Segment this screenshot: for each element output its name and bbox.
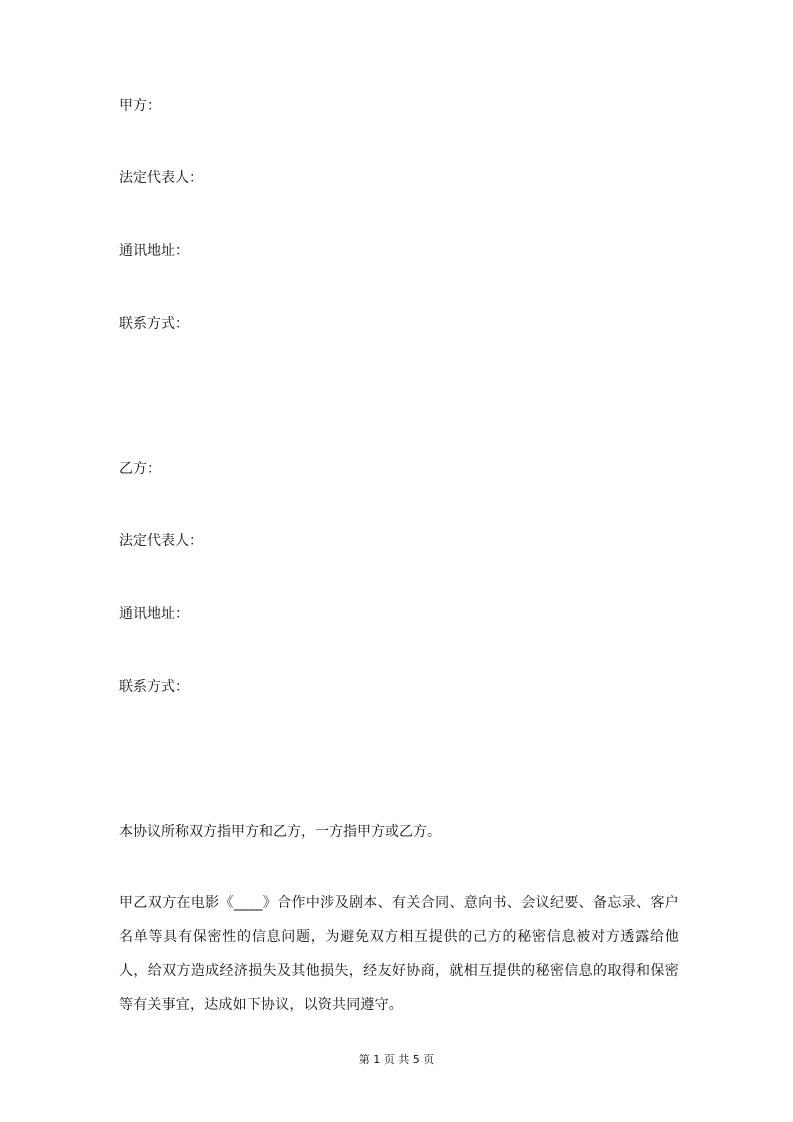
party-b-legal-rep-label: 法定代表人： <box>119 533 203 549</box>
party-a-label: 甲方： <box>119 98 161 114</box>
party-a-address-label: 通讯地址： <box>119 243 189 259</box>
definition-paragraph: 本协议所称双方指甲方和乙方，一方指甲方或乙方。 <box>119 824 441 840</box>
party-b-contact-label: 联系方式： <box>119 679 189 695</box>
party-b-address-label: 通讯地址： <box>119 606 189 622</box>
party-a-contact-label: 联系方式： <box>119 316 189 332</box>
party-a-legal-rep-label: 法定代表人： <box>119 170 203 186</box>
party-b-label: 乙方： <box>119 461 161 477</box>
preamble-paragraph: 甲乙双方在电影《____》合作中涉及剧本、有关合同、意向书、会议纪要、备忘录、客户名单等具有保密性的信息问题，为避免双方相互提供的己方的秘密信息被对方透露给他人，给双方造成经济损失及其他损失，经友好协商，就相互提供的秘密信息的取得和保密等有关事宜，达成如下协议，以资共同遵守。 <box>119 895 679 1013</box>
page-footer: 第 1 页 共 5 页 <box>358 1053 435 1066</box>
